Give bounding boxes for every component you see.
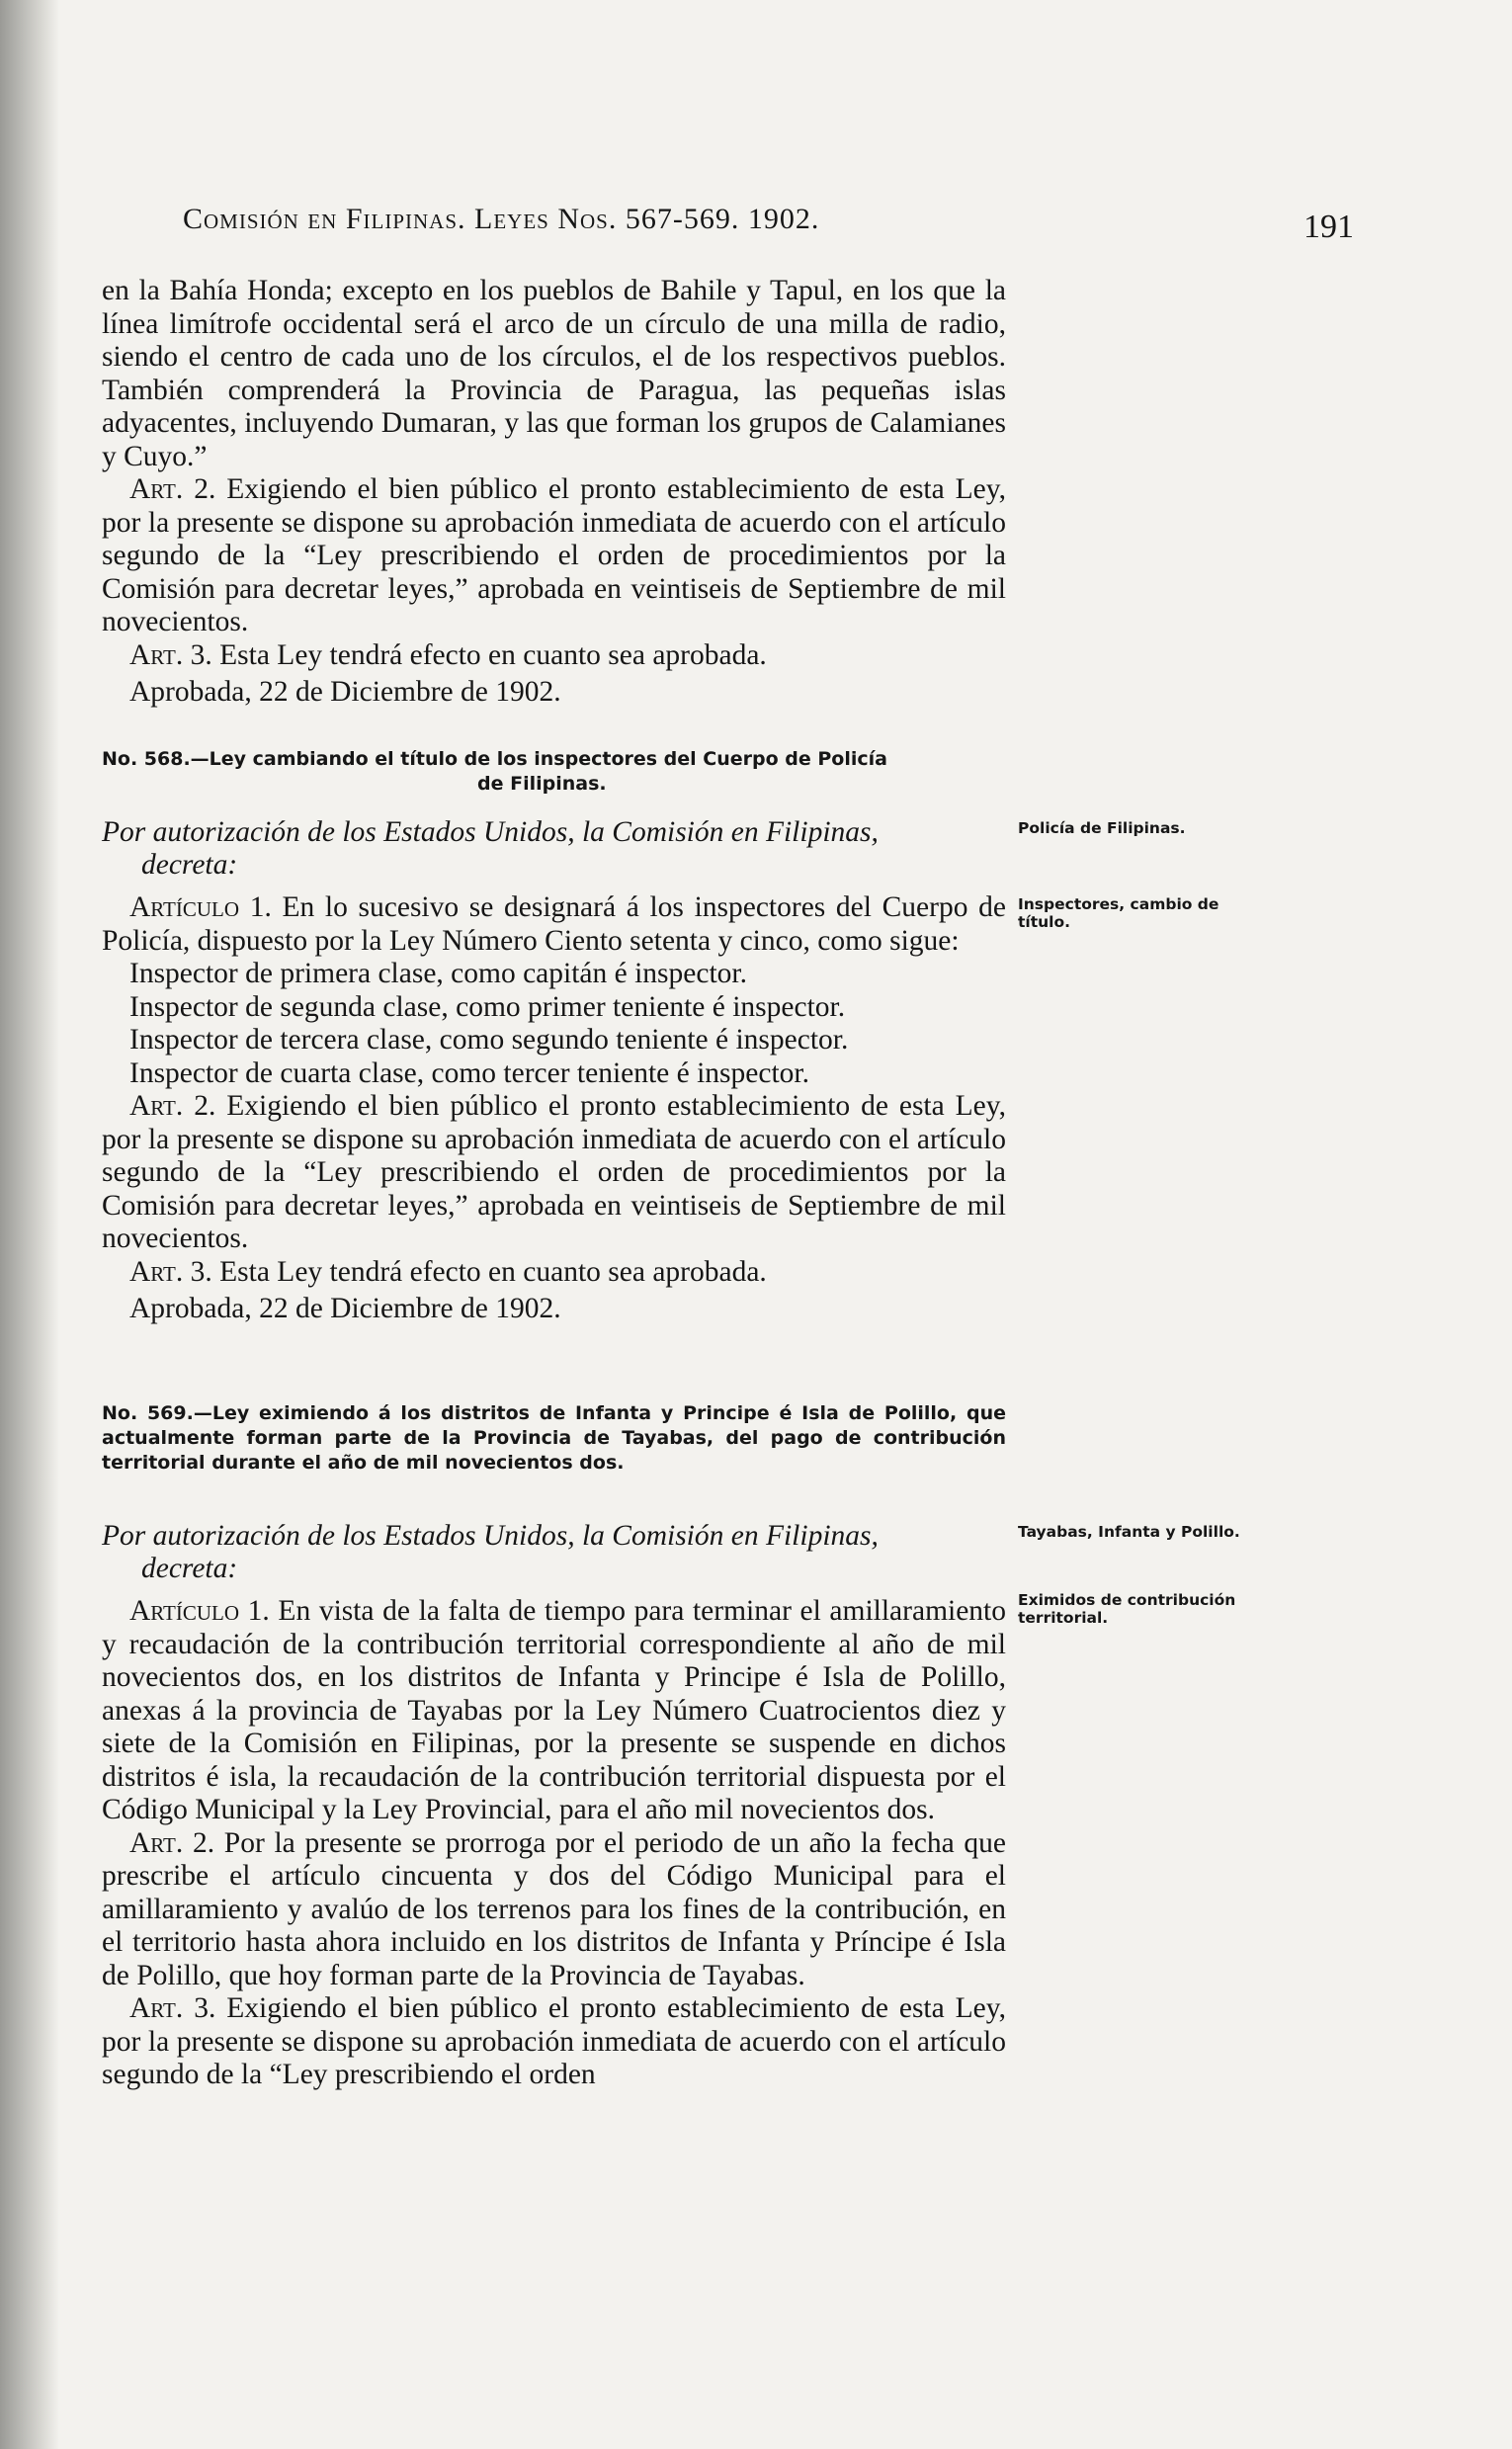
enacting-clause-line: Por autorización de los Estados Unidos, la Comisión en Filipinas, <box>102 816 879 848</box>
margin-note-eximidos: Eximidos de contribución territorial. <box>1018 1591 1236 1627</box>
article-1 <box>102 1595 1006 1827</box>
article-label: Art. 2. <box>129 473 216 505</box>
article-text: Esta Ley tendrá efecto en cuanto sea aprobada. <box>211 638 767 671</box>
article-3 <box>102 1992 1006 2092</box>
margin-note-inspectores: Inspectores, cambio de título. <box>1018 895 1219 931</box>
law-568-body <box>102 891 1006 1326</box>
article-label: Art. 3. <box>129 638 212 671</box>
list-item: Inspector de primera clase, como capitán é inspector. <box>129 958 747 989</box>
law-568-enacting-clause <box>102 816 1006 882</box>
paragraph-boundary: en la Bahía Honda; excepto en los pueblos de Bahile y Tapul, en los que la línea limítrofe occidental será el arco de un círculo de una milla de radio, siendo el centro de cada uno de los círculos, el de los respectivos pueblos. También comprenderá la Provincia de Paragua, las pequeñas islas adyacentes, incluyendo Dumaran, y las que forman los grupos de Calamianes y Cuyo.” <box>102 275 1006 472</box>
law-title-line: No. 568.—Ley cambiando el título de los inspectores del Cuerpo de Policía <box>102 748 887 770</box>
list-item: Inspector de cuarta clase, como tercer teniente é inspector. <box>129 1056 809 1089</box>
article-text: Exigiendo el bien público el pronto establecimiento de esta Ley, por la presente se dispone su aprobación inmediata de acuerdo con el artículo segundo de la “Ley prescribiendo el orden <box>102 1992 1006 2090</box>
article-text: Por la presente se prorroga por el periodo de un año la fecha que prescribe el artículo cincuenta y dos del Código Municipal para el amillaramiento y avalúo de los terrenos para los fines de la contribución, en el territorio hasta ahora incluido en los distritos de Infanta y Príncipe é Isla de Polillo, que hoy forman parte de la Provincia de Tayabas. <box>102 1826 1006 1991</box>
list-item: Inspector de tercera clase, como segundo teniente é inspector. <box>129 1024 849 1056</box>
article-text: Exigiendo el bien público el pronto establecimiento de esta Ley, por la presente se dispone su aprobación inmediata de acuerdo con el artículo segundo de la “Ley prescribiendo el orden de procedimientos por la Comisión para decretar leyes,” aprobada en veintiseis de Septiembre de mil novecientos. <box>102 1090 1006 1254</box>
article-2 <box>102 1827 1006 1993</box>
page-number: 191 <box>1303 209 1354 245</box>
law-569-enacting-clause <box>102 1520 1006 1585</box>
page-header <box>183 203 1354 245</box>
law-568-title-block <box>102 747 1006 797</box>
scan-shadow-edge <box>0 0 59 2449</box>
article-label: Art. 2. <box>129 1090 216 1122</box>
running-head: Comisión en Filipinas. Leyes Nos. 567-569. 1902. <box>183 203 820 235</box>
approval-date: Aprobada, 22 de Diciembre de 1902. <box>129 1293 561 1324</box>
article-3 <box>102 639 1006 673</box>
enacting-clause-line: Por autorización de los Estados Unidos, la Comisión en Filipinas, <box>102 1520 879 1552</box>
article-text: En lo sucesivo se designará á los inspectores del Cuerpo de Policía, dispuesto por la Ley Número Ciento setenta y cinco, como sigue: <box>102 891 1006 957</box>
law-567-continuation <box>102 275 1006 710</box>
law-title-line: de Filipinas. <box>477 773 607 795</box>
list-item: Inspector de segunda clase, como primer teniente é inspector. <box>129 990 846 1023</box>
article-text: Esta Ley tendrá efecto en cuanto sea aprobada. <box>211 1255 767 1288</box>
law-569-body <box>102 1595 1006 2092</box>
article-1 <box>102 891 1006 958</box>
enacting-clause-line: decreta: <box>141 1553 238 1584</box>
margin-note-tayabas: Tayabas, Infanta y Polillo. <box>1018 1523 1240 1541</box>
law-569-title: No. 569.—Ley eximiendo á los distritos de Infanta y Principe é Isla de Polillo, que actualmente forman parte de la Provincia de Tayabas, del pago de contribución territorial durante el año de mil novecientos dos. <box>102 1402 1006 1474</box>
article-label: Artículo 1. <box>129 1595 270 1627</box>
law-568-title <box>102 747 1006 797</box>
article-text: En vista de la falta de tiempo para terminar el amillaramiento y recaudación de la contribución territorial correspondiente al año de mil novecientos dos, en los distritos de Infanta y Principe é Isla de Polillo, anexas á la provincia de Tayabas por la Ley Número Cuatrocientos diez y siete de la Comisión en Filipinas, por la presente se suspende en dichos distritos é isla, la recaudación de la contribución territorial dispuesta por el Código Municipal y la Ley Provincial, para el año mil novecientos dos. <box>102 1595 1006 1825</box>
article-text: Exigiendo el bien público el pronto establecimiento de esta Ley, por la presente se dispone su aprobación inmediata de acuerdo con el artículo segundo de la “Ley prescribiendo el orden de procedimientos por la Comisión para decretar leyes,” aprobada en veintiseis de Septiembre de mil novecientos. <box>102 473 1006 637</box>
law-569-title-block <box>102 1401 1006 1476</box>
article-label: Art. 3. <box>129 1255 212 1288</box>
article-2 <box>102 473 1006 639</box>
article-2 <box>102 1090 1006 1256</box>
article-label: Art. 3. <box>129 1992 216 2024</box>
article-label: Art. 2. <box>129 1826 215 1859</box>
article-3 <box>102 1256 1006 1290</box>
article-label: Artículo 1. <box>129 891 272 923</box>
margin-note-policia: Policía de Filipinas. <box>1018 819 1186 837</box>
enacting-clause-line: decreta: <box>141 849 238 881</box>
approval-date: Aprobada, 22 de Diciembre de 1902. <box>129 676 561 708</box>
